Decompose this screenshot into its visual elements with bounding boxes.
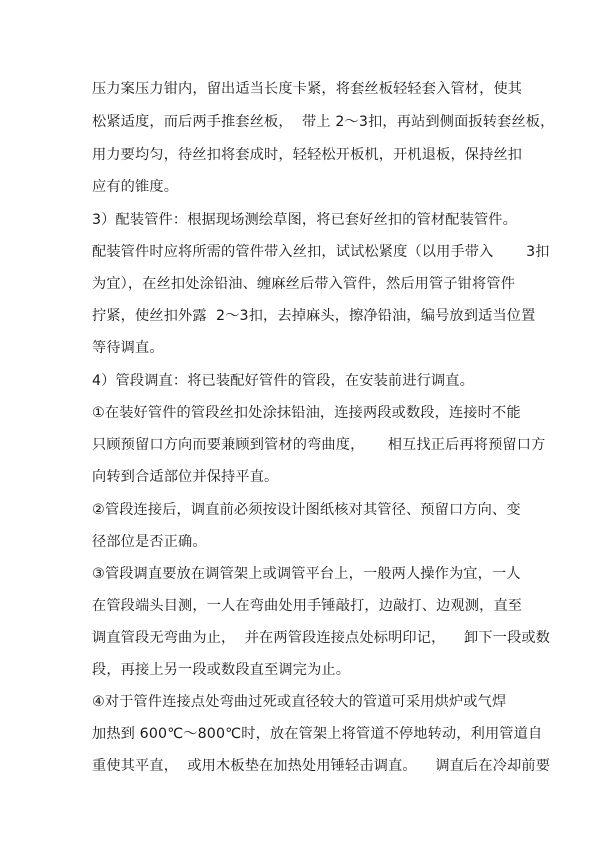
text-line: 径部位是否正确。 (92, 534, 207, 550)
text-line: ④对于管件连接点处弯曲过死或直径较大的管道可采用烘炉或气焊 (92, 694, 507, 710)
text-line: 应有的锥度。 (92, 179, 179, 195)
text-line: ①在装好管件的管段丝扣处涂抹铅油，连接两段或数段，连接时不能 (92, 405, 521, 421)
text-line: 重使其平直， 或用木板垫在加热处用锤轻击调直。 调直后在冷却前要 (92, 758, 551, 774)
text-line: 向转到合适部位并保持平直。 (92, 469, 279, 485)
text-line: ③管段调直要放在调管架上或调管平台上，一般两人操作为宜，一人 (92, 566, 521, 582)
text-line: 等待调直。 (92, 340, 164, 356)
text-line: 调直管段无弯曲为止， 并在两管段连接点处标明印记， 卸下一段或数 (92, 630, 551, 646)
text-line: 加热到 600℃～800℃时，放在管架上将管道不停地转动，利用管道自 (92, 726, 543, 742)
text-line: 松紧适度，而后两手推套丝板， 带上 2～3扣，再站到侧面扳转套丝板， (92, 114, 555, 130)
text-line: 只顾预留口方向而要兼顾到管材的弯曲度， 相互找正后再将预留口方 (92, 437, 546, 453)
text-line: 在管段端头目测，一人在弯曲处用手锤敲打，边敲打、边观测，直至 (92, 598, 523, 614)
text-line: 为宜），在丝扣处涂铅油、缠麻丝后带入管件，然后用管子钳将管件 (92, 276, 516, 292)
text-line: 段，再接上另一段或数段直至调完为止。 (92, 662, 351, 678)
text-line: 拧紧，使丝扣外露 2～3扣，去掉麻头，擦净铅油，编号放到适当位置 (92, 308, 536, 324)
text-line: 4）管段调直：将已装配好管件的管段，在安装前进行调直。 (92, 373, 474, 389)
text-line: ②管段连接后，调直前必须按设计图纸核对其管径、预留口方向、变 (92, 502, 521, 518)
text-line: 用力要均匀，待丝扣将套成时，轻轻松开板机，开机退板，保持丝扣 (92, 147, 523, 163)
text-line: 配装管件时应将所需的管件带入丝扣，试试松紧度（以用手带入 3扣 (92, 244, 550, 260)
text-line: 3）配装管件：根据现场测绘草图，将已套好丝扣的管材配装管件。 (92, 212, 517, 228)
text-line: 压力案压力钳内，留出适当长度卡紧，将套丝板轻轻套入管材，使其 (92, 81, 523, 97)
